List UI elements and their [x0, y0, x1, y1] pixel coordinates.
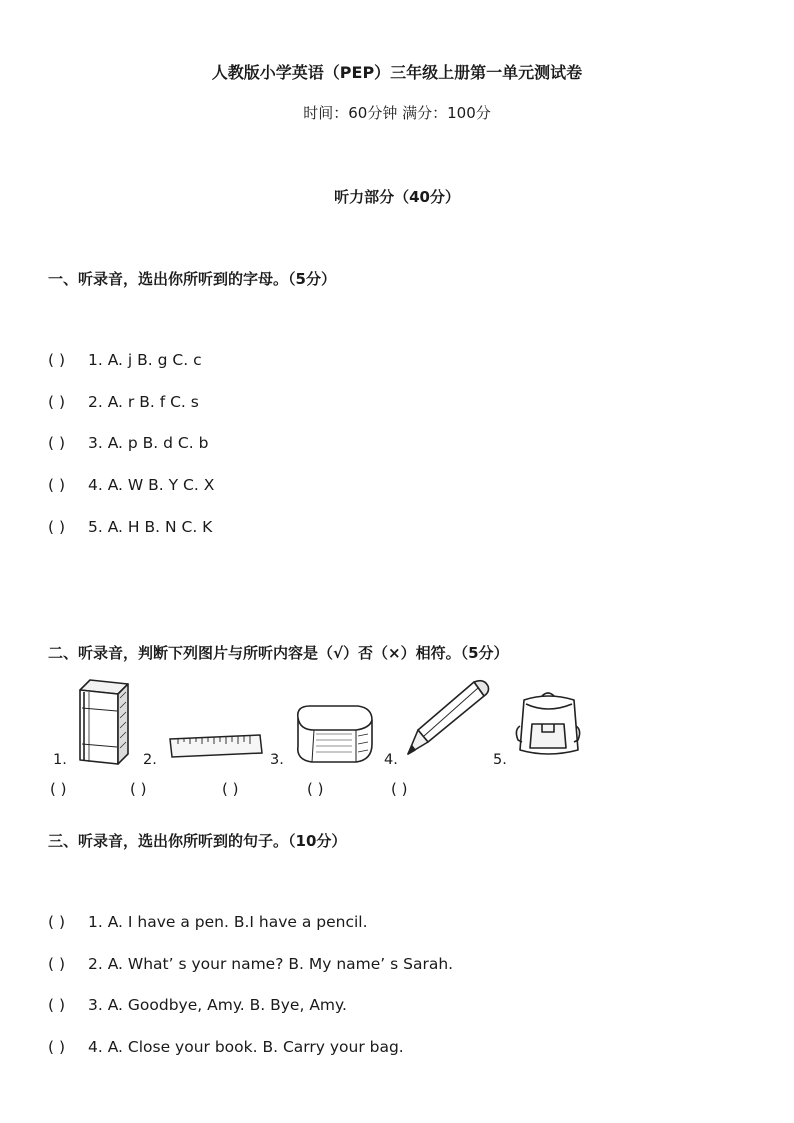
question-row	[48, 476, 214, 494]
picture-number: 5.	[493, 752, 507, 768]
section-2-heading: 二、听录音，判断下列图片与所听内容是（√）否（×）相符。（5分）	[48, 644, 509, 662]
section-1-heading: 一、听录音，选出你所听到的字母。（5分）	[48, 270, 336, 288]
ruler-icon	[168, 733, 264, 761]
page-title: 人教版小学英语（PEP）三年级上册第一单元测试卷	[211, 63, 583, 82]
eraser-icon	[292, 700, 378, 766]
question-text: 4. A. Close your book. B. Carry your bag.	[88, 1038, 404, 1056]
question-row	[48, 351, 202, 369]
question-row	[48, 996, 347, 1014]
question-text: 1. A. I have a pen. B.I have a pencil.	[88, 913, 368, 931]
answer-blank[interactable]: ( )	[48, 913, 66, 931]
question-row	[48, 955, 453, 973]
answer-blank[interactable]: ( )	[48, 476, 66, 494]
question-text: 3. A. Goodbye, Amy. B. Bye, Amy.	[88, 996, 347, 1014]
book-icon	[76, 678, 132, 768]
picture-number: 2.	[143, 752, 157, 768]
answer-blank[interactable]: ( )	[48, 393, 66, 411]
answer-blank[interactable]: ( )	[48, 1038, 66, 1056]
question-text: 2. A. What’ s your name? B. My name’ s Sarah.	[88, 955, 454, 973]
question-row	[48, 1038, 404, 1056]
schoolbag-icon	[512, 690, 584, 760]
answer-blank[interactable]: ( )	[307, 780, 324, 798]
question-text: 2. A. r B. f C. s	[88, 393, 199, 411]
answer-blank[interactable]: ( )	[48, 996, 66, 1014]
question-row	[48, 913, 368, 931]
answer-blank[interactable]: ( )	[391, 780, 408, 798]
question-row	[48, 393, 199, 411]
answer-blank[interactable]: ( )	[48, 518, 66, 536]
answer-blank[interactable]: ( )	[48, 351, 66, 369]
answer-blank[interactable]: ( )	[50, 780, 67, 798]
picture-number: 3.	[270, 752, 284, 768]
picture-number: 4.	[384, 752, 398, 768]
answer-blank[interactable]: ( )	[48, 434, 66, 452]
exam-info: 时间：60分钟 满分：100分	[303, 104, 491, 122]
part-title: 听力部分（40分）	[334, 188, 460, 206]
question-text: 1. A. j B. g C. c	[88, 351, 202, 369]
answer-blank[interactable]: ( )	[130, 780, 147, 798]
picture-number: 1.	[53, 752, 67, 768]
answer-blank[interactable]: ( )	[222, 780, 239, 798]
answer-blank[interactable]: ( )	[48, 955, 66, 973]
section-3-heading: 三、听录音，选出你所听到的句子。（10分）	[48, 832, 347, 850]
question-text: 4. A. W B. Y C. X	[88, 476, 215, 494]
question-text: 5. A. H B. N C. K	[88, 518, 213, 536]
question-row	[48, 518, 212, 536]
question-row	[48, 434, 208, 452]
question-text: 3. A. p B. d C. b	[88, 434, 209, 452]
pencil-icon	[404, 678, 490, 756]
